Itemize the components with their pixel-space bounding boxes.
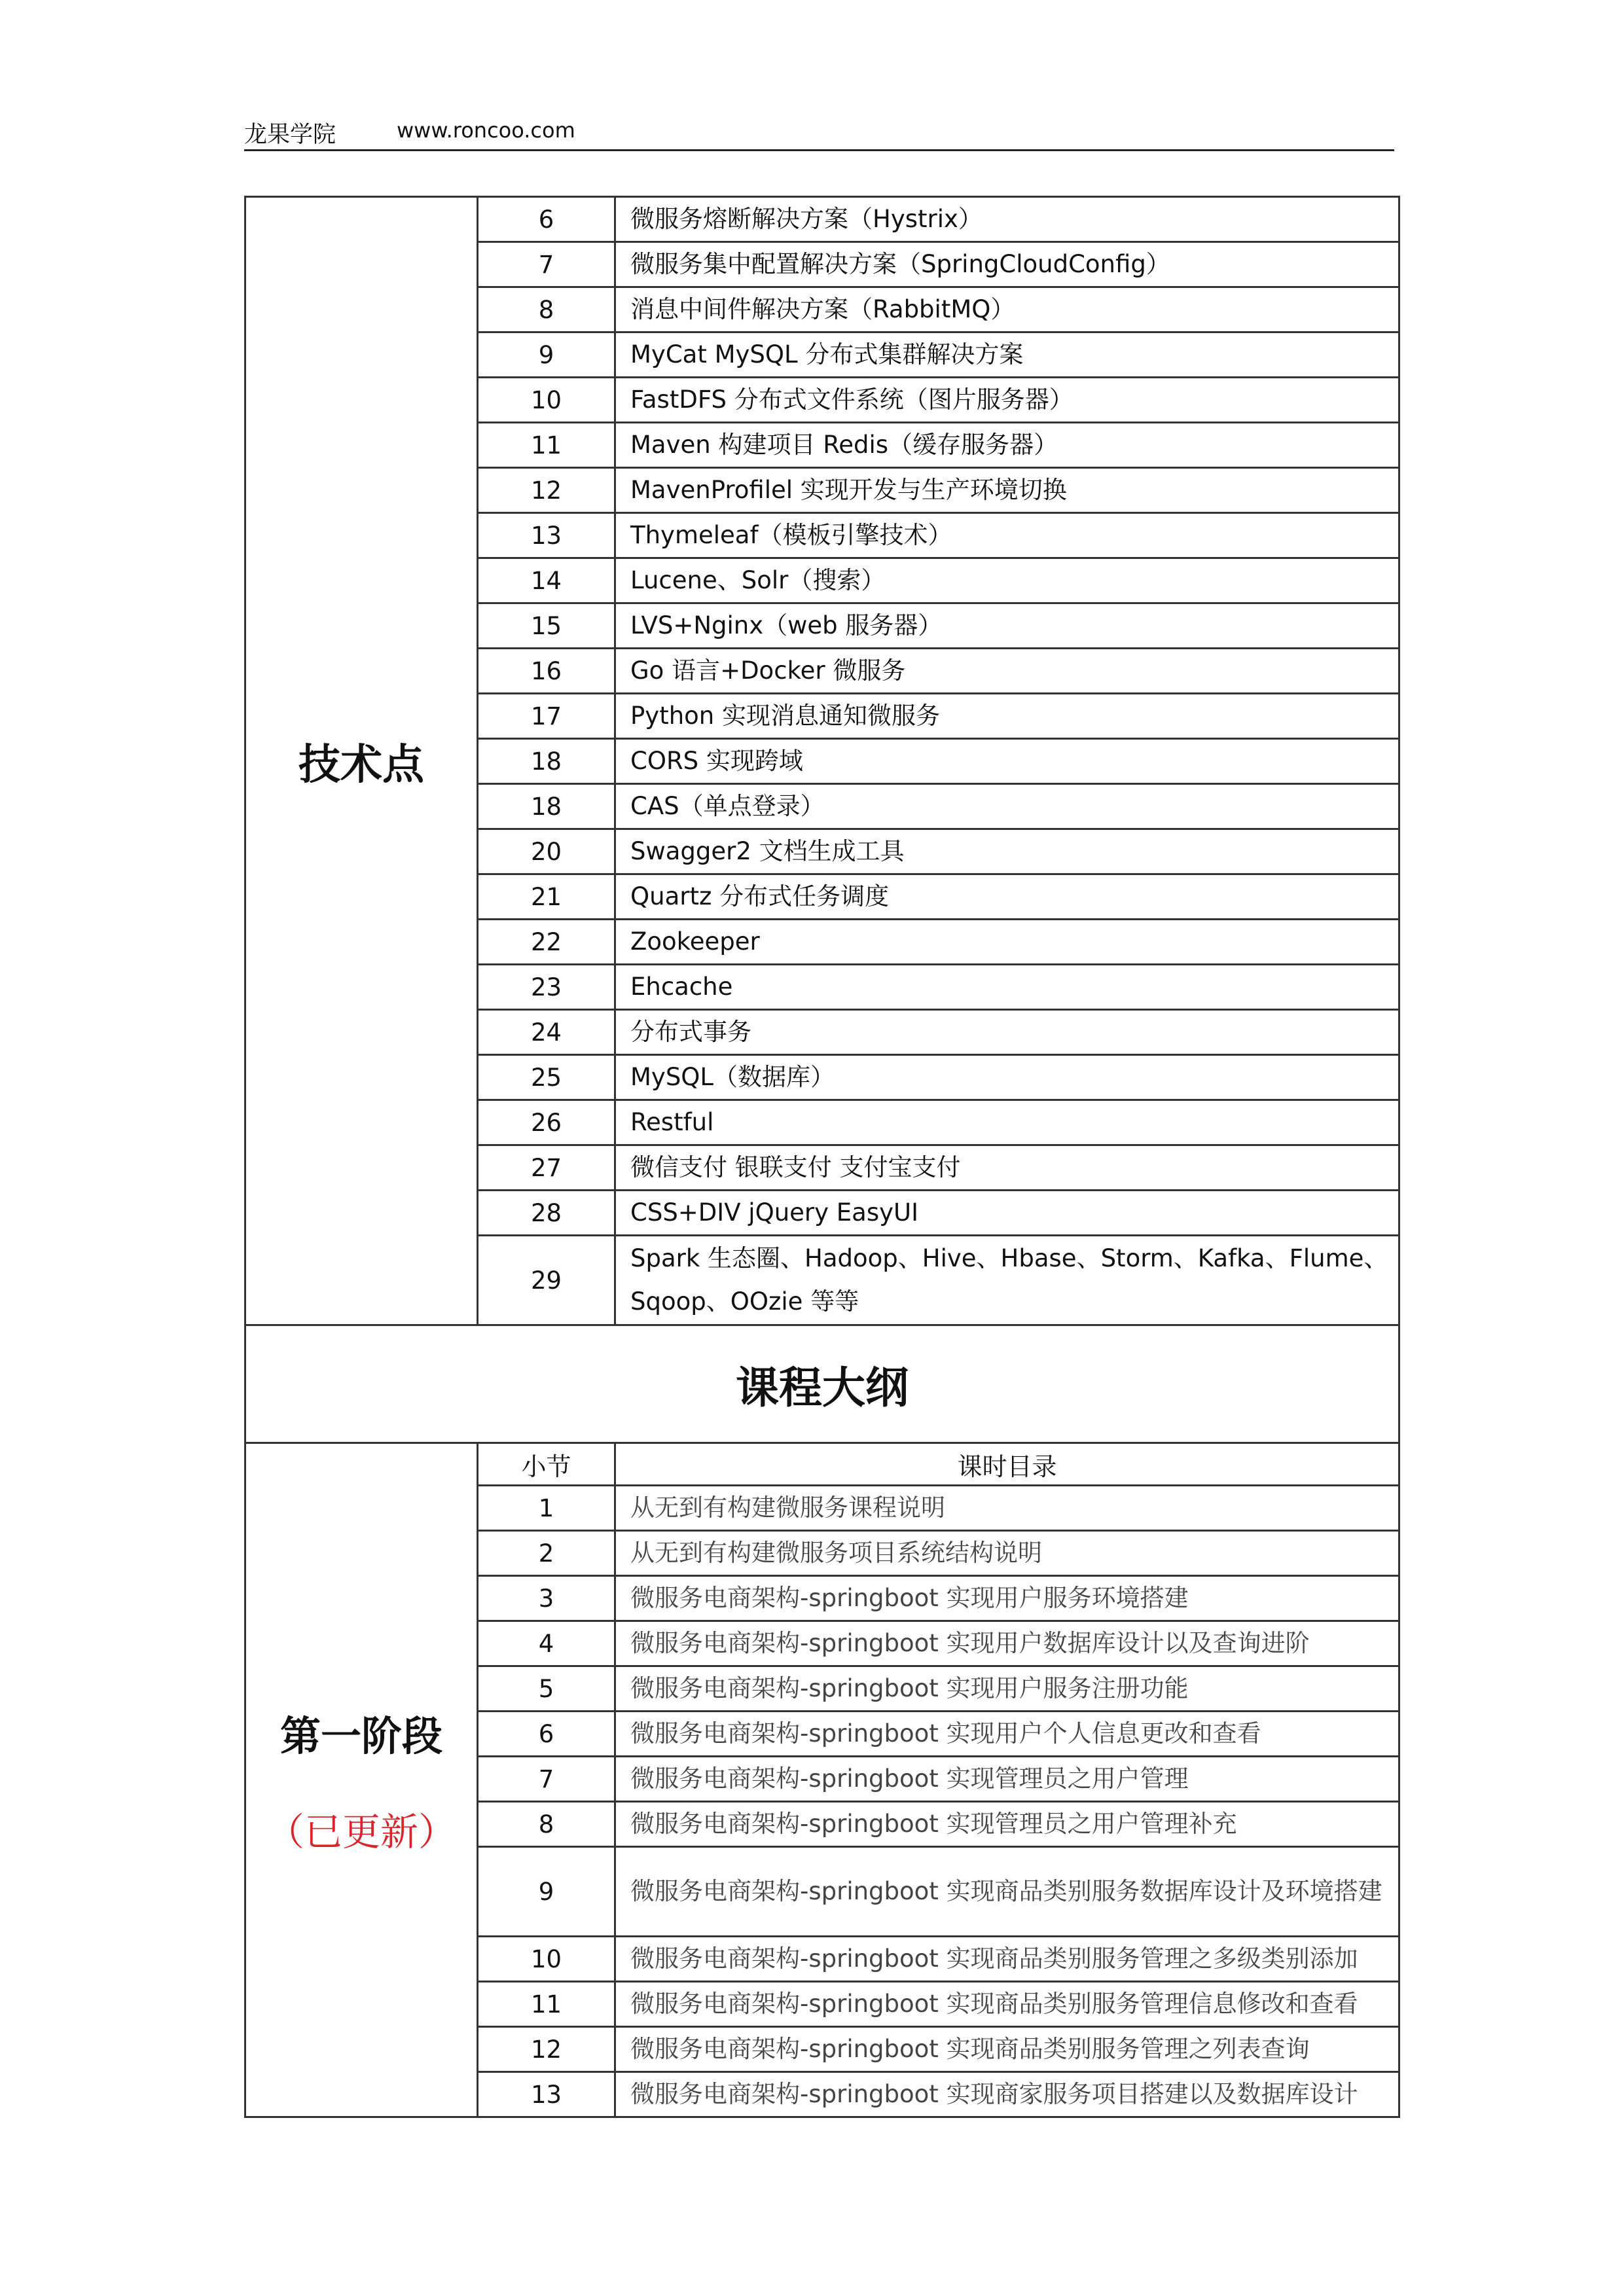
row-number: 11	[478, 423, 615, 468]
lesson-title: 微服务电商架构-springboot 实现商品类别服务管理之列表查询	[615, 2027, 1399, 2072]
tech-item: Thymeleaf（模板引擎技术）	[615, 513, 1399, 558]
tech-item: CAS（单点登录）	[615, 784, 1399, 829]
column-header-section: 小节	[478, 1443, 615, 1486]
row-number: 27	[478, 1145, 615, 1191]
tech-item: FastDFS 分布式文件系统（图片服务器）	[615, 378, 1399, 423]
row-number: 16	[478, 649, 615, 694]
lesson-title: 从无到有构建微服务课程说明	[615, 1486, 1399, 1531]
outline-title: 课程大纲	[245, 1325, 1399, 1443]
row-number: 29	[478, 1236, 615, 1325]
tech-item: MySQL（数据库）	[615, 1055, 1399, 1100]
tech-section	[245, 197, 1399, 1325]
row-number: 25	[478, 1055, 615, 1100]
row-number: 26	[478, 1100, 615, 1145]
row-number: 9	[478, 332, 615, 378]
row-number: 8	[478, 1802, 615, 1847]
tech-item: Spark 生态圈、Hadoop、Hive、Hbase、Storm、Kafka、Flume、Sqoop、OOzie 等等	[615, 1236, 1399, 1325]
course-table	[244, 196, 1400, 2118]
row-number: 1	[478, 1486, 615, 1531]
stage-label-cell	[245, 1443, 478, 2117]
row-number: 18	[478, 739, 615, 784]
tech-item: Zookeeper	[615, 920, 1399, 965]
stage1-section	[245, 1443, 1399, 2117]
lesson-title: 微服务电商架构-springboot 实现管理员之用户管理补充	[615, 1802, 1399, 1847]
row-number: 2	[478, 1531, 615, 1576]
brand-name: 龙果学院	[244, 122, 336, 148]
row-number: 6	[478, 197, 615, 242]
lesson-title: 微服务电商架构-springboot 实现用户服务注册功能	[615, 1666, 1399, 1712]
lesson-title: 微服务电商架构-springboot 实现商品类别服务管理之多级类别添加	[615, 1937, 1399, 1982]
tech-item: 微服务集中配置解决方案（SpringCloudConfig）	[615, 242, 1399, 287]
row-number: 20	[478, 829, 615, 874]
tech-item: 微信支付 银联支付 支付宝支付	[615, 1145, 1399, 1191]
site-url: www.roncoo.com	[397, 118, 575, 143]
row-number: 22	[478, 920, 615, 965]
row-number: 5	[478, 1666, 615, 1712]
tech-item: MyCat MySQL 分布式集群解决方案	[615, 332, 1399, 378]
row-number: 24	[478, 1010, 615, 1055]
lesson-title: 微服务电商架构-springboot 实现商品类别服务管理信息修改和查看	[615, 1982, 1399, 2027]
row-number: 23	[478, 965, 615, 1010]
table-row	[245, 197, 1399, 242]
row-number: 13	[478, 513, 615, 558]
tech-item: Swagger2 文档生成工具	[615, 829, 1399, 874]
column-header-lesson: 课时目录	[615, 1443, 1399, 1486]
stage-title: 第一阶段	[280, 1712, 442, 1760]
outline-section	[245, 1325, 1399, 1443]
tech-item: CORS 实现跨域	[615, 739, 1399, 784]
lesson-title: 微服务电商架构-springboot 实现商家服务项目搭建以及数据库设计	[615, 2072, 1399, 2117]
tech-item: 微服务熔断解决方案（Hystrix）	[615, 197, 1399, 242]
row-number: 14	[478, 558, 615, 603]
lesson-title: 微服务电商架构-springboot 实现用户个人信息更改和查看	[615, 1712, 1399, 1757]
stage-header-row	[245, 1443, 1399, 1486]
row-number: 18	[478, 784, 615, 829]
row-number: 15	[478, 603, 615, 649]
row-number: 17	[478, 694, 615, 739]
lesson-title: 从无到有构建微服务项目系统结构说明	[615, 1531, 1399, 1576]
tech-item: Ehcache	[615, 965, 1399, 1010]
row-number: 11	[478, 1982, 615, 2027]
row-number: 28	[478, 1191, 615, 1236]
stage-status-note: （已更新）	[266, 1810, 456, 1854]
tech-item: Lucene、Solr（搜索）	[615, 558, 1399, 603]
tech-item: Quartz 分布式任务调度	[615, 874, 1399, 920]
row-number: 7	[478, 1757, 615, 1802]
tech-item: CSS+DIV jQuery EasyUI	[615, 1191, 1399, 1236]
tech-item: Restful	[615, 1100, 1399, 1145]
lesson-title: 微服务电商架构-springboot 实现管理员之用户管理	[615, 1757, 1399, 1802]
row-number: 12	[478, 2027, 615, 2072]
lesson-title: 微服务电商架构-springboot 实现商品类别服务数据库设计及环境搭建	[615, 1847, 1399, 1937]
page-header	[244, 115, 1394, 151]
row-number: 12	[478, 468, 615, 513]
row-number: 6	[478, 1712, 615, 1757]
row-number: 7	[478, 242, 615, 287]
tech-item: 分布式事务	[615, 1010, 1399, 1055]
row-number: 9	[478, 1847, 615, 1937]
row-number: 21	[478, 874, 615, 920]
row-number: 4	[478, 1621, 615, 1666]
tech-item: Python 实现消息通知微服务	[615, 694, 1399, 739]
row-number: 3	[478, 1576, 615, 1621]
lesson-title: 微服务电商架构-springboot 实现用户数据库设计以及查询进阶	[615, 1621, 1399, 1666]
row-number: 10	[478, 378, 615, 423]
tech-item: MavenProfilel 实现开发与生产环境切换	[615, 468, 1399, 513]
tech-item: LVS+Nginx（web 服务器）	[615, 603, 1399, 649]
tech-item: Go 语言+Docker 微服务	[615, 649, 1399, 694]
row-number: 13	[478, 2072, 615, 2117]
tech-item: 消息中间件解决方案（RabbitMQ）	[615, 287, 1399, 332]
tech-item: Maven 构建项目 Redis（缓存服务器）	[615, 423, 1399, 468]
tech-category-label: 技术点	[245, 197, 478, 1325]
row-number: 8	[478, 287, 615, 332]
row-number: 10	[478, 1937, 615, 1982]
lesson-title: 微服务电商架构-springboot 实现用户服务环境搭建	[615, 1576, 1399, 1621]
